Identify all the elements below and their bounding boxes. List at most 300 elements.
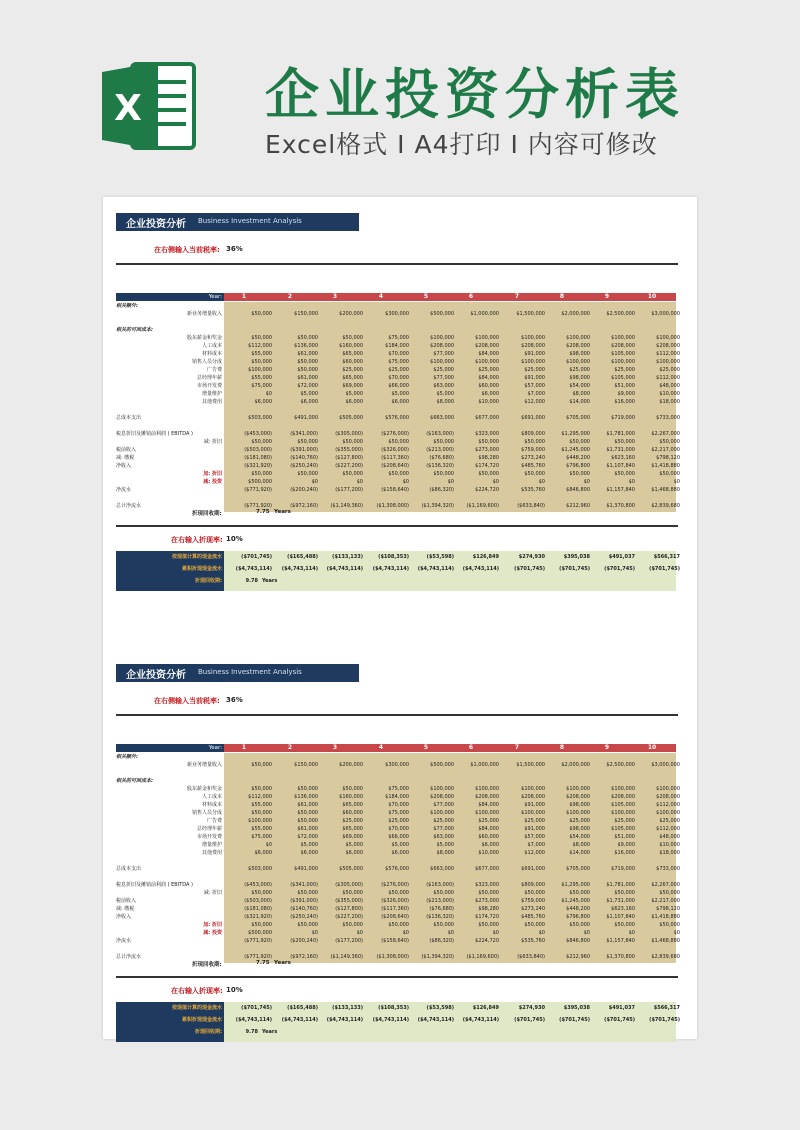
table-cell[interactable]: $1,500,000 [516, 762, 545, 768]
table-cell[interactable]: $100,000 [521, 810, 545, 816]
table-cell[interactable]: ($163,000) [426, 882, 454, 888]
table-cell[interactable]: $323,000 [475, 431, 499, 437]
table-cell[interactable]: $485,760 [521, 914, 545, 920]
table-cell[interactable]: ($1,169,600) [466, 954, 499, 960]
table-cell[interactable]: ($158,640) [381, 938, 409, 944]
table-cell[interactable]: $174,720 [475, 463, 499, 469]
table-cell[interactable]: $1,781,000 [606, 882, 635, 888]
table-cell[interactable]: $798,120 [656, 455, 680, 461]
table-cell[interactable]: $91,000 [524, 826, 545, 832]
table-cell[interactable]: $1,500,000 [516, 311, 545, 317]
table-cell[interactable]: $48,000 [659, 834, 680, 840]
table-cell[interactable]: $150,000 [294, 311, 318, 317]
table-cell[interactable]: ($227,200) [335, 914, 363, 920]
table-cell[interactable]: $1,245,000 [561, 898, 590, 904]
npv-cell[interactable]: $566,317 [653, 1005, 680, 1011]
table-cell[interactable]: $719,000 [611, 415, 635, 421]
table-cell[interactable]: $273,240 [521, 455, 545, 461]
table-cell[interactable]: $50,000 [614, 922, 635, 928]
table-cell[interactable]: $2,839,680 [651, 503, 680, 509]
discount-rate-input[interactable]: 10% [226, 986, 243, 994]
table-cell[interactable]: $50,000 [388, 890, 409, 896]
table-cell[interactable]: $6,000 [345, 850, 363, 856]
table-cell[interactable]: $0 [311, 479, 318, 485]
table-cell[interactable]: $273,000 [475, 898, 499, 904]
npv-cell[interactable]: ($701,745) [559, 1017, 590, 1023]
table-cell[interactable]: $6,000 [254, 850, 272, 856]
npv-cell[interactable]: ($165,488) [287, 1005, 318, 1011]
table-cell[interactable]: $25,000 [478, 818, 499, 824]
table-cell[interactable]: $50,000 [251, 786, 272, 792]
table-cell[interactable]: $100,000 [611, 335, 635, 341]
table-cell[interactable]: $5,000 [300, 842, 318, 848]
table-cell[interactable]: $505,000 [339, 415, 363, 421]
table-cell[interactable]: $6,000 [300, 399, 318, 405]
table-cell[interactable]: $0 [311, 930, 318, 936]
table-cell[interactable]: $100,000 [566, 335, 590, 341]
table-cell[interactable]: $719,000 [611, 866, 635, 872]
table-cell[interactable]: $50,000 [251, 471, 272, 477]
table-cell[interactable]: $61,000 [297, 826, 318, 832]
table-cell[interactable]: $500,000 [248, 479, 272, 485]
table-cell[interactable]: $208,000 [521, 794, 545, 800]
table-cell[interactable]: $208,000 [475, 794, 499, 800]
table-cell[interactable]: $50,000 [251, 922, 272, 928]
table-cell[interactable]: $25,000 [659, 367, 680, 373]
table-cell[interactable]: $500,000 [430, 311, 454, 317]
table-cell[interactable]: $10,000 [478, 399, 499, 405]
table-cell[interactable]: $100,000 [566, 359, 590, 365]
table-cell[interactable]: $100,000 [656, 810, 680, 816]
table-cell[interactable]: ($227,200) [335, 463, 363, 469]
table-cell[interactable]: $105,000 [611, 826, 635, 832]
npv-cell[interactable]: $395,038 [563, 1005, 590, 1011]
table-cell[interactable]: $50,000 [297, 335, 318, 341]
table-cell[interactable]: $100,000 [248, 818, 272, 824]
table-cell[interactable]: $1,157,840 [606, 938, 635, 944]
table-cell[interactable]: $677,000 [475, 415, 499, 421]
table-cell[interactable]: $136,000 [294, 794, 318, 800]
table-cell[interactable]: $208,000 [656, 794, 680, 800]
table-cell[interactable]: $25,000 [659, 818, 680, 824]
table-cell[interactable]: $448,200 [566, 455, 590, 461]
table-cell[interactable]: ($972,160) [290, 503, 318, 509]
table-cell[interactable]: $100,000 [475, 359, 499, 365]
table-cell[interactable]: $0 [673, 930, 680, 936]
table-cell[interactable]: $12,000 [524, 850, 545, 856]
table-cell[interactable]: $9,000 [617, 842, 635, 848]
table-cell[interactable]: $809,000 [521, 882, 545, 888]
table-cell[interactable]: $50,000 [433, 922, 454, 928]
table-cell[interactable]: $6,000 [391, 399, 409, 405]
npv-cell[interactable]: ($133,133) [332, 554, 363, 560]
table-cell[interactable]: $70,000 [388, 375, 409, 381]
table-cell[interactable]: $212,960 [566, 503, 590, 509]
table-cell[interactable]: ($117,360) [381, 906, 409, 912]
table-cell[interactable]: $759,000 [521, 447, 545, 453]
table-cell[interactable]: $100,000 [475, 335, 499, 341]
table-cell[interactable]: ($177,200) [335, 487, 363, 493]
table-cell[interactable]: $224,720 [475, 487, 499, 493]
discount-rate-input[interactable]: 10% [226, 535, 243, 543]
table-cell[interactable]: $75,000 [388, 359, 409, 365]
table-cell[interactable]: ($250,240) [290, 914, 318, 920]
table-cell[interactable]: $6,000 [345, 399, 363, 405]
table-cell[interactable]: $25,000 [433, 818, 454, 824]
table-cell[interactable]: $8,000 [572, 842, 590, 848]
tax-rate-input[interactable]: 36% [226, 245, 243, 253]
table-cell[interactable]: $448,200 [566, 906, 590, 912]
table-cell[interactable]: ($771,920) [244, 954, 272, 960]
table-cell[interactable]: $208,000 [611, 794, 635, 800]
table-cell[interactable]: $55,000 [251, 351, 272, 357]
table-cell[interactable]: $2,500,000 [606, 762, 635, 768]
npv-cell[interactable]: ($4,743,114) [235, 566, 272, 572]
table-cell[interactable]: $212,960 [566, 954, 590, 960]
table-cell[interactable]: $91,000 [524, 802, 545, 808]
table-cell[interactable]: $796,800 [566, 463, 590, 469]
table-cell[interactable]: ($305,000) [335, 882, 363, 888]
table-cell[interactable]: $16,000 [614, 399, 635, 405]
table-cell[interactable]: $57,000 [524, 383, 545, 389]
table-cell[interactable]: $798,120 [656, 906, 680, 912]
table-cell[interactable]: $50,000 [433, 890, 454, 896]
table-cell[interactable]: $61,000 [297, 351, 318, 357]
table-cell[interactable]: $48,000 [659, 383, 680, 389]
table-cell[interactable]: $623,160 [611, 906, 635, 912]
table-cell[interactable]: $50,000 [297, 439, 318, 445]
table-cell[interactable]: $6,000 [481, 391, 499, 397]
table-cell[interactable]: ($276,000) [381, 431, 409, 437]
table-cell[interactable]: $70,000 [388, 826, 409, 832]
table-cell[interactable]: $50,000 [297, 890, 318, 896]
table-cell[interactable]: $100,000 [521, 359, 545, 365]
table-cell[interactable]: ($633,840) [517, 503, 545, 509]
table-cell[interactable]: $98,280 [478, 906, 499, 912]
table-cell[interactable]: ($208,640) [381, 463, 409, 469]
table-cell[interactable]: ($250,240) [290, 463, 318, 469]
table-cell[interactable]: $0 [583, 930, 590, 936]
table-cell[interactable]: $0 [492, 930, 499, 936]
npv-cell[interactable]: ($4,743,114) [281, 1017, 318, 1023]
table-cell[interactable]: $65,000 [342, 375, 363, 381]
table-cell[interactable]: $50,000 [297, 922, 318, 928]
table-cell[interactable]: $1,731,000 [606, 898, 635, 904]
table-cell[interactable]: $50,000 [297, 818, 318, 824]
table-cell[interactable]: $733,000 [656, 866, 680, 872]
table-cell[interactable]: $75,000 [251, 834, 272, 840]
table-cell[interactable]: $25,000 [524, 367, 545, 373]
npv-cell[interactable]: ($701,745) [241, 1005, 272, 1011]
table-cell[interactable]: $100,000 [475, 810, 499, 816]
table-cell[interactable]: $0 [583, 479, 590, 485]
table-cell[interactable]: $500,000 [430, 762, 454, 768]
table-cell[interactable]: ($276,000) [381, 882, 409, 888]
table-cell[interactable]: $50,000 [342, 890, 363, 896]
table-cell[interactable]: $0 [447, 930, 454, 936]
table-cell[interactable]: $0 [356, 930, 363, 936]
table-cell[interactable]: $677,000 [475, 866, 499, 872]
table-cell[interactable]: $691,000 [521, 415, 545, 421]
table-cell[interactable]: $50,000 [388, 439, 409, 445]
table-cell[interactable]: $84,000 [478, 375, 499, 381]
table-cell[interactable]: $50,000 [659, 471, 680, 477]
table-cell[interactable]: $100,000 [430, 359, 454, 365]
table-cell[interactable]: $100,000 [475, 786, 499, 792]
table-cell[interactable]: $50,000 [251, 359, 272, 365]
table-cell[interactable]: ($1,169,600) [466, 503, 499, 509]
table-cell[interactable]: $55,000 [251, 375, 272, 381]
table-cell[interactable]: $112,000 [656, 826, 680, 832]
table-cell[interactable]: $77,000 [433, 351, 454, 357]
tax-rate-input[interactable]: 36% [226, 696, 243, 704]
npv-cell[interactable]: $491,037 [608, 1005, 635, 1011]
table-cell[interactable]: $500,000 [248, 930, 272, 936]
npv-cell[interactable]: ($701,745) [649, 566, 680, 572]
table-cell[interactable]: $5,000 [300, 391, 318, 397]
table-cell[interactable]: $10,000 [478, 850, 499, 856]
npv-cell[interactable]: ($4,743,114) [417, 1017, 454, 1023]
table-cell[interactable]: $25,000 [569, 818, 590, 824]
table-cell[interactable]: $0 [402, 479, 409, 485]
table-cell[interactable]: $0 [356, 479, 363, 485]
table-cell[interactable]: ($326,000) [381, 898, 409, 904]
table-cell[interactable]: $65,000 [342, 802, 363, 808]
table-cell[interactable]: $14,000 [569, 850, 590, 856]
table-cell[interactable]: $50,000 [478, 922, 499, 928]
table-cell[interactable]: $846,800 [566, 938, 590, 944]
table-cell[interactable]: $50,000 [478, 439, 499, 445]
table-cell[interactable]: $663,000 [430, 415, 454, 421]
table-cell[interactable]: $70,000 [388, 802, 409, 808]
table-cell[interactable]: $25,000 [614, 367, 635, 373]
npv-cell[interactable]: ($701,745) [514, 566, 545, 572]
table-cell[interactable]: $576,000 [385, 866, 409, 872]
table-cell[interactable]: $25,000 [388, 818, 409, 824]
table-cell[interactable]: $50,000 [524, 922, 545, 928]
table-cell[interactable]: $75,000 [388, 810, 409, 816]
npv-cell[interactable]: ($4,743,114) [372, 566, 409, 572]
table-cell[interactable]: $112,000 [656, 375, 680, 381]
table-cell[interactable]: ($117,360) [381, 455, 409, 461]
npv-cell[interactable]: ($133,133) [332, 1005, 363, 1011]
npv-cell[interactable]: ($108,353) [378, 1005, 409, 1011]
table-cell[interactable]: $25,000 [433, 367, 454, 373]
table-cell[interactable]: ($1,308,000) [376, 954, 409, 960]
table-cell[interactable]: $485,760 [521, 463, 545, 469]
table-cell[interactable]: $54,000 [569, 834, 590, 840]
table-cell[interactable]: $77,000 [433, 375, 454, 381]
table-cell[interactable]: $25,000 [524, 818, 545, 824]
table-cell[interactable]: $300,000 [385, 762, 409, 768]
table-cell[interactable]: $61,000 [297, 802, 318, 808]
table-cell[interactable]: $535,760 [521, 938, 545, 944]
table-cell[interactable]: $809,000 [521, 431, 545, 437]
table-cell[interactable]: $160,000 [339, 343, 363, 349]
table-cell[interactable]: $100,000 [521, 335, 545, 341]
table-cell[interactable]: ($1,149,360) [330, 503, 363, 509]
table-cell[interactable]: ($391,000) [290, 898, 318, 904]
table-cell[interactable]: ($127,800) [335, 455, 363, 461]
table-cell[interactable]: $98,000 [569, 826, 590, 832]
table-cell[interactable]: $1,781,000 [606, 431, 635, 437]
table-cell[interactable]: $1,157,840 [606, 487, 635, 493]
table-cell[interactable]: $200,000 [339, 762, 363, 768]
table-cell[interactable]: $0 [538, 479, 545, 485]
table-cell[interactable]: ($326,000) [381, 447, 409, 453]
table-cell[interactable]: $2,000,000 [561, 311, 590, 317]
table-cell[interactable]: $50,000 [297, 359, 318, 365]
npv-cell[interactable]: ($165,488) [287, 554, 318, 560]
table-cell[interactable]: $300,000 [385, 311, 409, 317]
table-cell[interactable]: $2,839,680 [651, 954, 680, 960]
table-cell[interactable]: $75,000 [388, 786, 409, 792]
table-cell[interactable]: $3,000,000 [651, 311, 680, 317]
table-cell[interactable]: $273,240 [521, 906, 545, 912]
table-cell[interactable]: $50,000 [297, 810, 318, 816]
table-cell[interactable]: $18,000 [659, 850, 680, 856]
table-cell[interactable]: $1,295,000 [561, 882, 590, 888]
table-cell[interactable]: $505,000 [339, 866, 363, 872]
table-cell[interactable]: $0 [265, 391, 272, 397]
table-cell[interactable]: $1,245,000 [561, 447, 590, 453]
table-cell[interactable]: $733,000 [656, 415, 680, 421]
table-cell[interactable]: $8,000 [436, 399, 454, 405]
table-cell[interactable]: $50,000 [524, 890, 545, 896]
table-cell[interactable]: $50,000 [342, 335, 363, 341]
table-cell[interactable]: $65,000 [342, 826, 363, 832]
table-cell[interactable]: $50,000 [478, 471, 499, 477]
table-cell[interactable]: $5,000 [391, 842, 409, 848]
table-cell[interactable]: $63,000 [433, 383, 454, 389]
table-cell[interactable]: $16,000 [614, 850, 635, 856]
table-cell[interactable]: ($355,000) [335, 447, 363, 453]
table-cell[interactable]: $160,000 [339, 794, 363, 800]
table-cell[interactable]: $75,000 [251, 383, 272, 389]
table-cell[interactable]: $60,000 [478, 834, 499, 840]
table-cell[interactable]: ($321,920) [244, 914, 272, 920]
table-cell[interactable]: $54,000 [569, 383, 590, 389]
table-cell[interactable]: $51,000 [614, 834, 635, 840]
table-cell[interactable]: $705,000 [566, 866, 590, 872]
table-cell[interactable]: $50,000 [569, 439, 590, 445]
npv-cell[interactable]: ($4,743,114) [462, 1017, 499, 1023]
table-cell[interactable]: $100,000 [430, 810, 454, 816]
table-cell[interactable]: $5,000 [436, 842, 454, 848]
table-cell[interactable]: $69,000 [342, 383, 363, 389]
table-cell[interactable]: $84,000 [478, 351, 499, 357]
table-cell[interactable]: $1,468,880 [651, 938, 680, 944]
table-cell[interactable]: $184,000 [385, 343, 409, 349]
table-cell[interactable]: $1,468,880 [651, 487, 680, 493]
table-cell[interactable]: $576,000 [385, 415, 409, 421]
table-cell[interactable]: $50,000 [433, 439, 454, 445]
table-cell[interactable]: $50,000 [433, 471, 454, 477]
table-cell[interactable]: ($136,320) [426, 914, 454, 920]
table-cell[interactable]: $14,000 [569, 399, 590, 405]
table-cell[interactable]: $98,000 [569, 351, 590, 357]
table-cell[interactable]: ($453,000) [244, 431, 272, 437]
table-cell[interactable]: $663,000 [430, 866, 454, 872]
table-cell[interactable]: ($503,000) [244, 447, 272, 453]
table-cell[interactable]: $12,000 [524, 399, 545, 405]
table-cell[interactable]: $50,000 [569, 922, 590, 928]
table-cell[interactable]: $208,000 [566, 343, 590, 349]
table-cell[interactable]: $98,000 [569, 375, 590, 381]
table-cell[interactable]: $0 [265, 842, 272, 848]
table-cell[interactable]: ($391,000) [290, 447, 318, 453]
table-cell[interactable]: $66,000 [388, 383, 409, 389]
table-cell[interactable]: $503,000 [248, 866, 272, 872]
table-cell[interactable]: ($163,000) [426, 431, 454, 437]
table-cell[interactable]: $50,000 [659, 439, 680, 445]
table-cell[interactable]: $72,000 [297, 834, 318, 840]
table-cell[interactable]: ($76,680) [429, 455, 454, 461]
table-cell[interactable]: $1,370,800 [606, 954, 635, 960]
table-cell[interactable]: $623,160 [611, 455, 635, 461]
table-cell[interactable]: $224,720 [475, 938, 499, 944]
table-cell[interactable]: $50,000 [342, 471, 363, 477]
table-cell[interactable]: $2,000,000 [561, 762, 590, 768]
table-cell[interactable]: $50,000 [478, 890, 499, 896]
npv-cell[interactable]: $274,930 [518, 1005, 545, 1011]
table-cell[interactable]: $0 [673, 479, 680, 485]
npv-cell[interactable]: $274,930 [518, 554, 545, 560]
table-cell[interactable]: $100,000 [521, 786, 545, 792]
table-cell[interactable]: $2,500,000 [606, 311, 635, 317]
table-cell[interactable]: $50,000 [251, 335, 272, 341]
table-cell[interactable]: $1,000,000 [470, 762, 499, 768]
table-cell[interactable]: ($158,640) [381, 487, 409, 493]
table-cell[interactable]: $323,000 [475, 882, 499, 888]
table-cell[interactable]: $112,000 [656, 802, 680, 808]
npv-cell[interactable]: ($701,745) [559, 566, 590, 572]
table-cell[interactable]: $18,000 [659, 399, 680, 405]
table-cell[interactable]: $491,000 [294, 415, 318, 421]
table-cell[interactable]: ($1,394,320) [421, 503, 454, 509]
table-cell[interactable]: $60,000 [342, 359, 363, 365]
table-cell[interactable]: $91,000 [524, 375, 545, 381]
table-cell[interactable]: $100,000 [611, 359, 635, 365]
table-cell[interactable]: ($771,920) [244, 938, 272, 944]
table-cell[interactable]: $25,000 [388, 367, 409, 373]
table-cell[interactable]: ($341,000) [290, 431, 318, 437]
table-cell[interactable]: $0 [402, 930, 409, 936]
table-cell[interactable]: ($86,320) [429, 487, 454, 493]
npv-cell[interactable]: $126,849 [472, 1005, 499, 1011]
table-cell[interactable]: ($503,000) [244, 898, 272, 904]
table-cell[interactable]: $200,000 [339, 311, 363, 317]
table-cell[interactable]: $98,000 [569, 802, 590, 808]
table-cell[interactable]: ($127,800) [335, 906, 363, 912]
table-cell[interactable]: $5,000 [391, 391, 409, 397]
table-cell[interactable]: $100,000 [566, 810, 590, 816]
table-cell[interactable]: $208,000 [430, 794, 454, 800]
table-cell[interactable]: ($136,320) [426, 463, 454, 469]
npv-cell[interactable]: ($4,743,114) [281, 566, 318, 572]
table-cell[interactable]: ($633,840) [517, 954, 545, 960]
table-cell[interactable]: $100,000 [430, 786, 454, 792]
table-cell[interactable]: $66,000 [388, 834, 409, 840]
table-cell[interactable]: $208,000 [611, 343, 635, 349]
table-cell[interactable]: $273,000 [475, 447, 499, 453]
table-cell[interactable]: ($140,760) [290, 455, 318, 461]
table-cell[interactable]: $70,000 [388, 351, 409, 357]
table-cell[interactable]: $0 [628, 479, 635, 485]
table-cell[interactable]: $691,000 [521, 866, 545, 872]
table-cell[interactable]: $50,000 [524, 439, 545, 445]
npv-cell[interactable]: ($4,743,114) [372, 1017, 409, 1023]
